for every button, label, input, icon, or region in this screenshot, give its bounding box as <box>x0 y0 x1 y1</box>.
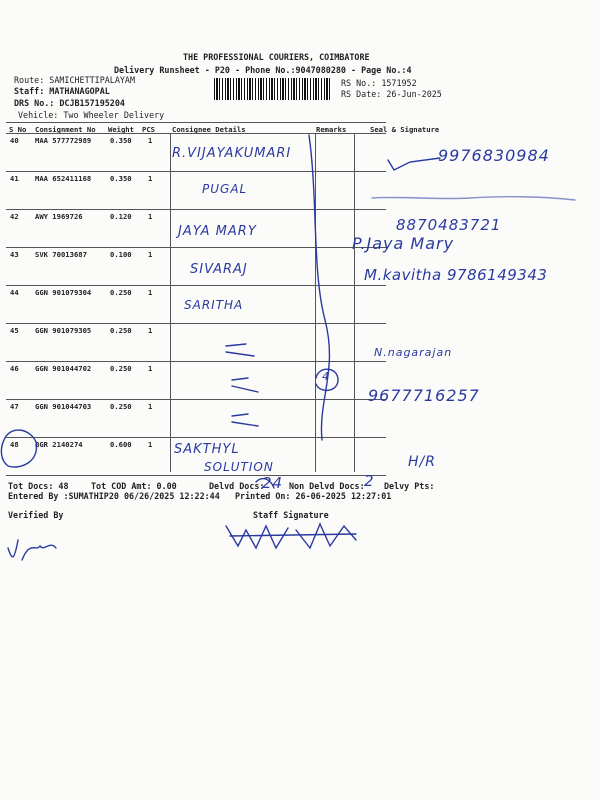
printed-on: Printed On: 26-06-2025 12:27:01 <box>235 491 392 501</box>
staff-signature-label: Staff Signature <box>253 510 329 520</box>
handwritten-signature: M.kavitha 9786149343 <box>364 266 548 284</box>
row-consignment: GGN 901044703 <box>35 402 92 411</box>
staff-label: Staff: MATHANAGOPAL <box>14 86 110 96</box>
company-title: THE PROFESSIONAL COURIERS, COIMBATORE <box>183 52 370 62</box>
row-weight: 0.250 <box>110 288 132 297</box>
row-weight: 0.100 <box>110 250 132 259</box>
row-pcs: 1 <box>148 364 153 373</box>
handwritten-signature: N.nagarajan <box>374 346 453 359</box>
handwritten-consignee: JAYA MARY <box>178 224 257 239</box>
handwritten-consignee: SIVARAJ <box>190 262 248 277</box>
row-sno: 45 <box>10 326 19 335</box>
row-sno: 48 <box>10 440 19 449</box>
handwritten-consignee: SOLUTION <box>204 460 274 474</box>
row-pcs: 1 <box>148 440 153 449</box>
row-consignment: BGR 2140274 <box>35 440 83 449</box>
col-header-remarks: Remarks <box>316 125 347 134</box>
row-pcs: 1 <box>148 174 153 183</box>
row-pcs: 1 <box>148 250 153 259</box>
row-weight: 0.250 <box>110 326 132 335</box>
total-docs: Tot Docs: 48 <box>8 481 69 491</box>
handwritten-signature: P.Jaya Mary <box>352 234 455 253</box>
handwritten-consignee: SARITHA <box>184 298 244 312</box>
row-sno: 42 <box>10 212 19 221</box>
col-header-consignee: Consignee Details <box>172 125 246 134</box>
row-sno: 44 <box>10 288 19 297</box>
drs-label: DRS No.: DCJB157195204 <box>14 98 125 108</box>
handwritten-mark: 4 <box>322 370 330 383</box>
row-pcs: 1 <box>148 136 153 145</box>
total-cod-amount: Tot COD Amt: 0.00 <box>91 481 177 491</box>
col-header-seal: Seal & Signature <box>370 125 440 134</box>
handwritten-signature: H/R <box>408 454 436 470</box>
runsheet-title: Delivery Runsheet - P20 - Phone No.:9047080280 - Page No.:4 <box>114 65 412 75</box>
rs-date: RS Date: 26-Jun-2025 <box>341 89 442 99</box>
row-consignment: GGN 901079304 <box>35 288 92 297</box>
row-sno: 47 <box>10 402 19 411</box>
col-header-consignment: Consignment No <box>35 125 96 134</box>
handwritten-consignee: SAKTHYL <box>174 442 240 457</box>
delivery-points-label: Delvy Pts: <box>384 481 435 491</box>
row-consignment: GGN 901079305 <box>35 326 92 335</box>
handwritten-consignee: PUGAL <box>202 182 248 196</box>
row-weight: 0.120 <box>110 212 132 221</box>
row-weight: 0.350 <box>110 136 132 145</box>
col-header-weight: Weight <box>108 125 134 134</box>
row-pcs: 1 <box>148 402 153 411</box>
col-header-sno: S No <box>9 125 27 134</box>
col-header-pcs: PCS <box>142 125 155 134</box>
handwritten-phone: 9677716257 <box>368 386 480 405</box>
row-pcs: 1 <box>148 288 153 297</box>
non-delivered-docs-label: Non Delvd Docs: <box>289 481 365 491</box>
row-sno: 41 <box>10 174 19 183</box>
vehicle-label: Vehicle: Two Wheeler Delivery <box>18 110 165 120</box>
row-sno: 46 <box>10 364 19 373</box>
row-weight: 0.600 <box>110 440 132 449</box>
row-sno: 40 <box>10 136 19 145</box>
row-consignment: MAA 577772989 <box>35 136 92 145</box>
row-consignment: MAA 652411168 <box>35 174 92 183</box>
row-weight: 0.250 <box>110 364 132 373</box>
delivered-docs-value: 24 <box>262 474 284 492</box>
rs-number: RS No.: 1571952 <box>341 78 417 88</box>
handwritten-phone: 8870483721 <box>396 216 502 234</box>
verified-by-label: Verified By <box>8 510 64 520</box>
entered-by: Entered By :SUMATHIP20 06/26/2025 12:22:44 <box>8 491 220 501</box>
handwritten-consignee: R.VIJAYAKUMARI <box>172 146 292 161</box>
row-weight: 0.250 <box>110 402 132 411</box>
row-consignment: AWY 1969726 <box>35 212 83 221</box>
route-label: Route: SAMICHETTIPALAYAM <box>14 75 136 85</box>
row-weight: 0.350 <box>110 174 132 183</box>
row-sno: 43 <box>10 250 19 259</box>
row-consignment: GGN 901044702 <box>35 364 92 373</box>
handwritten-phone: 9976830984 <box>438 146 550 165</box>
row-consignment: SVK 70013687 <box>35 250 87 259</box>
row-pcs: 1 <box>148 212 153 221</box>
delivered-docs-label: Delvd Docs: <box>209 481 265 491</box>
non-delivered-docs-value: 2 <box>364 472 375 490</box>
row-pcs: 1 <box>148 326 153 335</box>
